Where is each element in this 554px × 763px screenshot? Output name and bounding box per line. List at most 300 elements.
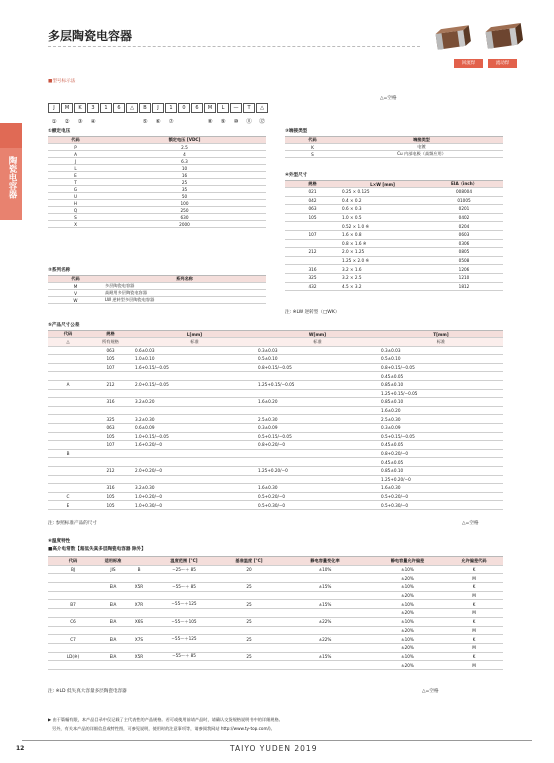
table-cell: 0.5+0.15/−0.05 xyxy=(256,432,379,441)
table-row xyxy=(48,398,503,407)
table-cell: −55～＋ 85 xyxy=(150,583,218,592)
part-char-box: △ xyxy=(256,103,268,113)
table-row xyxy=(48,600,503,609)
table-row xyxy=(48,458,503,467)
table-cell xyxy=(48,398,88,407)
table-cell xyxy=(48,661,98,670)
column-header: EIA（inch） xyxy=(425,181,503,188)
table-cell xyxy=(280,626,370,635)
table-cell: 1.0+0.20/−0 xyxy=(133,492,256,501)
table-cell: 0204 xyxy=(425,222,503,231)
table-cell: 0.5+0.20/−0 xyxy=(256,492,379,501)
table-cell xyxy=(150,626,218,635)
table-row xyxy=(48,574,503,583)
table-cell xyxy=(218,643,280,652)
table-cell: M xyxy=(445,574,503,583)
table-cell: M xyxy=(445,643,503,652)
table-row xyxy=(48,449,503,458)
table-cell xyxy=(128,609,150,618)
table-cell: K xyxy=(445,565,503,574)
column-header: 允许偏差代码 xyxy=(445,557,503,566)
table-row xyxy=(48,200,266,207)
table-cell: 0.3±0.03 xyxy=(256,346,379,355)
table-cell: 2.5±0.30 xyxy=(256,415,379,424)
table-cell: 1.6±0.20 xyxy=(256,398,379,407)
table-cell: 25 xyxy=(218,652,280,661)
table-cell xyxy=(256,389,379,398)
table-cell: 35 xyxy=(103,186,266,193)
table-cell: ±22% xyxy=(280,617,370,626)
table-row xyxy=(48,635,503,644)
table-cell xyxy=(285,222,340,231)
column-header: 基准温度 [°C] xyxy=(218,557,280,566)
table-cell: ±10% xyxy=(370,600,445,609)
table-row xyxy=(48,363,503,372)
column-header: 静电容量允许偏差 xyxy=(370,557,445,566)
table-cell xyxy=(128,574,150,583)
table-cell: K xyxy=(285,144,340,151)
table-cell xyxy=(88,449,133,458)
table-cell: EIA xyxy=(98,652,128,661)
table-cell: 0.85±0.10 xyxy=(379,466,503,475)
table-cell: 0306 xyxy=(425,239,503,248)
series-heading: ②系列名称 xyxy=(48,268,71,273)
table-cell: ±10% xyxy=(370,583,445,592)
table-row xyxy=(48,643,503,652)
part-marker: ⑥ xyxy=(155,119,161,125)
table-cell: K xyxy=(445,635,503,644)
table-cell: 多层陶瓷电容器 xyxy=(103,283,266,290)
table-cell: 0.45±0.05 xyxy=(379,372,503,381)
part-char-box: L xyxy=(217,103,229,113)
table-row xyxy=(48,492,503,501)
table-cell: 3.2 × 1.6 xyxy=(340,265,425,274)
table-cell: ±15% xyxy=(280,652,370,661)
table-cell: X xyxy=(48,221,103,228)
part-char-box: 1 xyxy=(165,103,177,113)
table-cell: 100 xyxy=(103,200,266,207)
table-cell: B7 xyxy=(48,600,98,609)
table-cell xyxy=(218,574,280,583)
table-cell: 105 xyxy=(88,355,133,364)
table-cell: 20 xyxy=(218,565,280,574)
table-row xyxy=(48,466,503,475)
table-cell: −55～＋125 xyxy=(150,600,218,609)
table-cell: EIA xyxy=(98,617,128,626)
table-cell: 0402 xyxy=(425,213,503,222)
column-header: T[mm] xyxy=(379,331,503,338)
table-cell: 212 xyxy=(88,466,133,475)
table-cell: 25 xyxy=(218,583,280,592)
temp-note-space: △=空格 xyxy=(422,689,439,694)
table-cell: 0.5+0.30/−0 xyxy=(379,501,503,510)
table-cell: U xyxy=(48,193,103,200)
part-char-box: 6 xyxy=(191,103,203,113)
table-row xyxy=(48,372,503,381)
table-row xyxy=(48,193,266,200)
column-header: 额定电压 [VDC] xyxy=(103,137,266,144)
table-cell xyxy=(88,389,133,398)
table-cell: 063 xyxy=(285,205,340,214)
table-cell xyxy=(88,475,133,484)
table-row xyxy=(48,283,266,290)
table-cell: J xyxy=(48,158,103,165)
table-cell xyxy=(150,574,218,583)
table-row xyxy=(285,248,503,257)
table-row xyxy=(48,165,266,172)
table-cell xyxy=(256,449,379,458)
table-row xyxy=(48,661,503,670)
dimensions-note: 注: ※LW 逆转型（□WK） xyxy=(285,310,340,315)
table-cell: 3.2±0.30 xyxy=(133,484,256,493)
table-cell: EIA xyxy=(98,583,128,592)
table-cell xyxy=(48,458,88,467)
column-header: 适用标准 xyxy=(98,557,128,566)
table-row xyxy=(48,501,503,510)
table-row xyxy=(48,144,266,151)
table-cell: 0.45±0.05 xyxy=(379,441,503,450)
table-cell: 1.0+0.15/−0.05 xyxy=(133,432,256,441)
table-cell xyxy=(218,591,280,600)
table-cell: 0.5±0.10 xyxy=(379,355,503,364)
table-cell xyxy=(88,372,133,381)
table-row xyxy=(48,583,503,592)
table-cell: 105 xyxy=(88,432,133,441)
temp-heading: ⑥温度特性 xyxy=(48,539,71,544)
rated-voltage-heading: ①额定电压 xyxy=(48,129,71,134)
table-cell: 0.8+0.20/−0 xyxy=(256,441,379,450)
table-header-row xyxy=(285,181,503,188)
table-cell: 021 xyxy=(285,188,340,197)
table-cell: ±20% xyxy=(370,574,445,583)
table-cell: K xyxy=(445,617,503,626)
part-marker: ④ xyxy=(90,119,96,125)
table-cell: 电镀 xyxy=(340,144,503,151)
table-cell xyxy=(256,406,379,415)
part-marker: ⑨ xyxy=(220,119,226,125)
table-cell: S xyxy=(48,214,103,221)
table-cell: W xyxy=(48,297,103,304)
part-char-box: T xyxy=(243,103,255,113)
table-row xyxy=(285,151,503,158)
part-marker: ② xyxy=(64,119,70,125)
column-header: 规格 xyxy=(285,181,340,188)
table-cell: 25 xyxy=(218,617,280,626)
table-row xyxy=(48,346,503,355)
table-row xyxy=(48,297,266,304)
table-cell xyxy=(48,466,88,475)
subheader-cell: △ xyxy=(48,338,88,347)
table-row xyxy=(48,609,503,618)
table-cell: X5R xyxy=(128,583,150,592)
table-cell: 0508 xyxy=(425,256,503,265)
table-cell: L xyxy=(48,165,103,172)
table-cell xyxy=(133,372,256,381)
table-cell: ±15% xyxy=(280,600,370,609)
table-cell: LD(※) xyxy=(48,652,98,661)
column-header: 系列名称 xyxy=(103,276,266,283)
table-cell: 0.8 × 1.6 ※ xyxy=(340,239,425,248)
table-cell: M xyxy=(445,609,503,618)
column-header: L[mm] xyxy=(133,331,256,338)
table-row xyxy=(48,380,503,389)
table-cell: 0.85±0.10 xyxy=(379,398,503,407)
table-cell xyxy=(133,475,256,484)
table-cell: 50 xyxy=(103,193,266,200)
table-cell: B xyxy=(128,565,150,574)
part-marker: ⑧ xyxy=(207,119,213,125)
table-cell: 0.6 × 0.3 xyxy=(340,205,425,214)
table-row xyxy=(48,415,503,424)
table-cell: 107 xyxy=(88,441,133,450)
table-cell: 008004 xyxy=(425,188,503,197)
part-marker: ⑫ xyxy=(259,119,265,125)
table-cell xyxy=(48,372,88,381)
table-header-row xyxy=(285,137,503,144)
table-header-row xyxy=(48,137,266,144)
table-cell: H xyxy=(48,200,103,207)
column-header: 规格 xyxy=(88,331,133,338)
table-cell xyxy=(285,239,340,248)
table-cell: K xyxy=(445,583,503,592)
column-header: 代码 xyxy=(48,557,98,566)
table-row xyxy=(285,265,503,274)
table-cell: 1.25+0.20/−0 xyxy=(256,466,379,475)
table-cell xyxy=(98,626,128,635)
table-row xyxy=(48,214,266,221)
table-row xyxy=(48,406,503,415)
column-header: 代码 xyxy=(48,137,103,144)
part-marker: ① xyxy=(51,119,57,125)
table-row xyxy=(48,151,266,158)
table-cell: 1.6±0.30 xyxy=(256,484,379,493)
part-char-box: 6 xyxy=(113,103,125,113)
table-cell: 4 xyxy=(103,151,266,158)
table-cell xyxy=(256,475,379,484)
table-cell: 0.8+0.20/−0 xyxy=(379,449,503,458)
table-cell xyxy=(280,574,370,583)
dimensions-heading: ④外型尺寸 xyxy=(285,173,308,178)
termination-table xyxy=(285,136,503,158)
part-char-box: — xyxy=(230,103,242,113)
table-cell: Q xyxy=(48,207,103,214)
subheader-cell: 标准 xyxy=(133,338,256,347)
table-cell: 1.6+0.20/−0 xyxy=(133,441,256,450)
table-row xyxy=(48,290,266,297)
table-cell: A xyxy=(48,151,103,158)
table-cell: −55～＋ 85 xyxy=(150,652,218,661)
table-cell: EIA xyxy=(98,600,128,609)
table-cell: C7 xyxy=(48,635,98,644)
table-row xyxy=(48,207,266,214)
table-cell xyxy=(133,458,256,467)
table-cell xyxy=(285,256,340,265)
table-cell: 107 xyxy=(88,363,133,372)
table-row xyxy=(285,222,503,231)
table-cell xyxy=(128,626,150,635)
table-cell: 16 xyxy=(103,172,266,179)
table-row xyxy=(48,432,503,441)
part-number-markers xyxy=(48,108,348,127)
table-cell xyxy=(48,406,88,415)
table-cell: ±10% xyxy=(370,617,445,626)
table-cell: X7S xyxy=(128,635,150,644)
table-cell: 212 xyxy=(88,380,133,389)
table-cell: ±20% xyxy=(370,643,445,652)
table-cell xyxy=(280,643,370,652)
table-cell: 0.6±0.09 xyxy=(133,423,256,432)
column-header: 代码 xyxy=(48,331,88,338)
temp-note: 注: ※LD 低失真大容量多层陶瓷电容器 xyxy=(48,689,127,694)
table-cell: Cu 内部电极（高频应用） xyxy=(340,151,503,158)
table-cell xyxy=(48,432,88,441)
temp-table xyxy=(48,556,503,670)
table-header-row xyxy=(48,276,266,283)
table-cell xyxy=(48,484,88,493)
part-marker: ⑦ xyxy=(168,119,174,125)
table-cell: 0201 xyxy=(425,205,503,214)
part-char-box: M xyxy=(204,103,216,113)
table-cell: 316 xyxy=(88,398,133,407)
table-row xyxy=(285,230,503,239)
table-cell: −25～＋ 85 xyxy=(150,565,218,574)
table-cell: M xyxy=(48,283,103,290)
table-cell xyxy=(256,372,379,381)
table-cell xyxy=(48,346,88,355)
table-cell: G xyxy=(48,186,103,193)
table-cell: 063 xyxy=(88,423,133,432)
table-row xyxy=(48,591,503,600)
brand-footer: TAIYO YUDEN 2019 xyxy=(230,744,318,753)
part-numbering-heading: ■型号标示法 xyxy=(48,79,76,84)
table-cell: ±15% xyxy=(280,583,370,592)
table-cell xyxy=(48,423,88,432)
table-cell xyxy=(48,363,88,372)
part-marker: ⑤ xyxy=(142,119,148,125)
table-row xyxy=(48,652,503,661)
size-tolerance-note-space: △=空格 xyxy=(462,521,479,526)
table-cell: 630 xyxy=(103,214,266,221)
table-cell xyxy=(128,591,150,600)
table-cell xyxy=(150,591,218,600)
table-cell xyxy=(133,406,256,415)
table-cell: 2.0+0.20/−0 xyxy=(133,466,256,475)
table-cell xyxy=(128,661,150,670)
table-cell: 25 xyxy=(218,600,280,609)
table-cell xyxy=(48,441,88,450)
flow-badge: 流动焊 xyxy=(488,59,517,68)
table-cell: 0.8+0.15/−0.05 xyxy=(379,363,503,372)
column-header: 温度范围 [°C] xyxy=(150,557,218,566)
table-cell: B xyxy=(48,449,88,458)
table-cell: 432 xyxy=(285,282,340,291)
table-cell: C6 xyxy=(48,617,98,626)
table-cell: 0603 xyxy=(425,230,503,239)
table-cell: 0.4 × 0.2 xyxy=(340,196,425,205)
table-cell: 0.25 × 0.125 xyxy=(340,188,425,197)
table-cell: LW 逆转型多层陶瓷电容器 xyxy=(103,297,266,304)
table-cell xyxy=(98,574,128,583)
table-cell xyxy=(98,609,128,618)
table-cell xyxy=(48,609,98,618)
table-cell: 1.0±0.10 xyxy=(133,355,256,364)
table-cell xyxy=(280,591,370,600)
table-row xyxy=(48,179,266,186)
table-cell: 0.5+0.30/−0 xyxy=(256,501,379,510)
table-cell xyxy=(88,458,133,467)
table-cell: 1.25+0.15/−0.05 xyxy=(256,380,379,389)
table-cell: 316 xyxy=(88,484,133,493)
table-cell: E xyxy=(48,501,88,510)
table-cell xyxy=(48,583,98,592)
table-cell xyxy=(98,643,128,652)
footer-note-line2: 另外，有关本产品的详细信息或特性图，可参见说明，使用时的注意事项等，请参阅我网站 http://www.ty-top.com/)。 xyxy=(52,726,275,731)
dimensions-table xyxy=(285,180,503,291)
part-char-box: J xyxy=(48,103,60,113)
table-row xyxy=(48,221,266,228)
part-marker: ③ xyxy=(77,119,83,125)
table-cell: 高耐用多层陶瓷电容器 xyxy=(103,290,266,297)
table-cell: 0.5+0.15/−0.05 xyxy=(379,432,503,441)
column-header xyxy=(128,557,150,566)
part-marker: ⑩ xyxy=(233,119,239,125)
table-cell: 2000 xyxy=(103,221,266,228)
size-tolerance-heading: ⑤产品尺寸公差 xyxy=(48,323,80,328)
sidebar-tab xyxy=(0,123,22,148)
table-header-row xyxy=(48,557,503,566)
table-cell: 0.8+0.15/−0.05 xyxy=(256,363,379,372)
table-cell: 0805 xyxy=(425,248,503,257)
table-row xyxy=(48,617,503,626)
table-row xyxy=(48,389,503,398)
table-row xyxy=(285,273,503,282)
table-row xyxy=(48,441,503,450)
part-char-box: M xyxy=(61,103,73,113)
table-cell: 107 xyxy=(285,230,340,239)
table-row xyxy=(285,256,503,265)
table-cell: 316 xyxy=(285,265,340,274)
capacitor-image xyxy=(430,20,530,56)
size-tolerance-table xyxy=(48,330,503,510)
table-cell xyxy=(48,643,98,652)
table-cell: 1.0 × 0.5 xyxy=(340,213,425,222)
table-cell: 01005 xyxy=(425,196,503,205)
table-cell: 1.6±0.30 xyxy=(379,484,503,493)
table-cell: 0.5±0.10 xyxy=(256,355,379,364)
page-title: 多层陶瓷电容器 xyxy=(48,29,133,43)
table-row xyxy=(48,484,503,493)
reflow-badge: 回流焊 xyxy=(454,59,483,68)
table-cell xyxy=(218,609,280,618)
table-row xyxy=(285,239,503,248)
table-cell: 063 xyxy=(88,346,133,355)
table-header-row xyxy=(48,331,503,338)
table-row xyxy=(285,205,503,214)
table-cell: 325 xyxy=(285,273,340,282)
table-cell xyxy=(256,458,379,467)
subheader-cell: 标准 xyxy=(256,338,379,347)
table-cell: 3.2±0.30 xyxy=(133,415,256,424)
part-char-box: 0 xyxy=(178,103,190,113)
table-cell xyxy=(150,609,218,618)
table-cell: ±10% xyxy=(370,635,445,644)
table-cell: 1206 xyxy=(425,265,503,274)
table-subheader-row xyxy=(48,338,503,347)
table-cell: E xyxy=(48,172,103,179)
table-cell: P xyxy=(48,144,103,151)
rated-voltage-table xyxy=(48,136,266,228)
table-cell: 1.6 × 0.8 xyxy=(340,230,425,239)
